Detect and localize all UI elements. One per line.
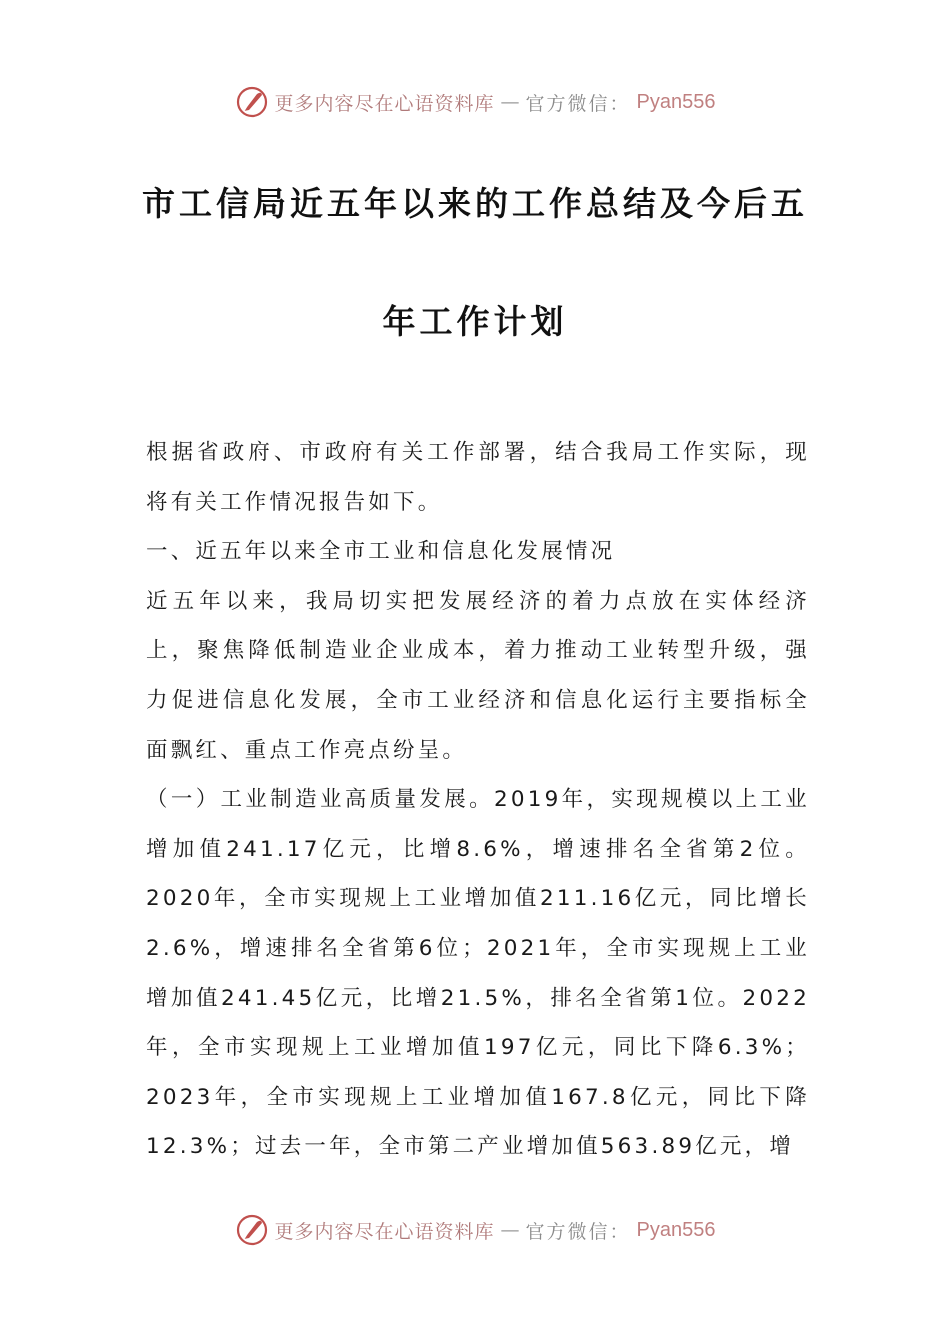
paragraph-intro: 根据省政府、市政府有关工作部署，结合我局工作实际，现将有关工作情况报告如下。 [146,440,810,515]
watermark-official-label: 官方微信： [525,92,631,115]
watermark-footer [0,1210,950,1250]
watermark-separator: — [500,91,520,113]
watermark-brand: 更多内容尽在心语资料库 [274,1220,495,1243]
section-heading-1: 一、近五年以来全市工业和信息化发展情况 [146,539,616,565]
quill-pen-logo-icon [235,1213,269,1247]
document-title-line-2: 年工作计划 [382,302,568,341]
watermark-wechat-id: Pyan556 [636,1218,716,1241]
watermark-wechat-id: Pyan556 [636,90,716,113]
paragraph-overview: 近五年以来，我局切实把发展经济的着力点放在实体经济上，聚焦降低制造业企业成本，着力推动工业转型升级，强力促进信息化发展，全市工业经济和信息化运行主要指标全面飘红、重点工作亮点纷呈。 [146,588,810,763]
document-title-line-1: 市工信局近五年以来的工作总结及今后五 [142,184,808,223]
watermark-brand: 更多内容尽在心语资料库 [274,92,495,115]
watermark-separator: — [500,1219,520,1241]
watermark-header [0,82,950,122]
quill-pen-logo-icon [235,85,269,119]
document-body [146,428,810,1172]
paragraph-industry: （一）工业制造业高质量发展。2019年，实现规模以上工业增加值241.17亿元，比增8.6%，增速排名全省第2位。2020年，全市实现规上工业增加值211.16亿元，同比增长2.6%，增速排名全省第6位；2021年，全市实现规上工业增加值241.45亿元，比增21.5%，排名全省第1位。2022年，全市实现规上工业增加值197亿元，同比下降6.3%；2023年，全市实现规上工业增加值167.8亿元，同比下降12.3%；过去一年，全市第二产业增加值563.89亿元，增 [146,787,810,1160]
watermark-official-label: 官方微信： [525,1220,631,1243]
